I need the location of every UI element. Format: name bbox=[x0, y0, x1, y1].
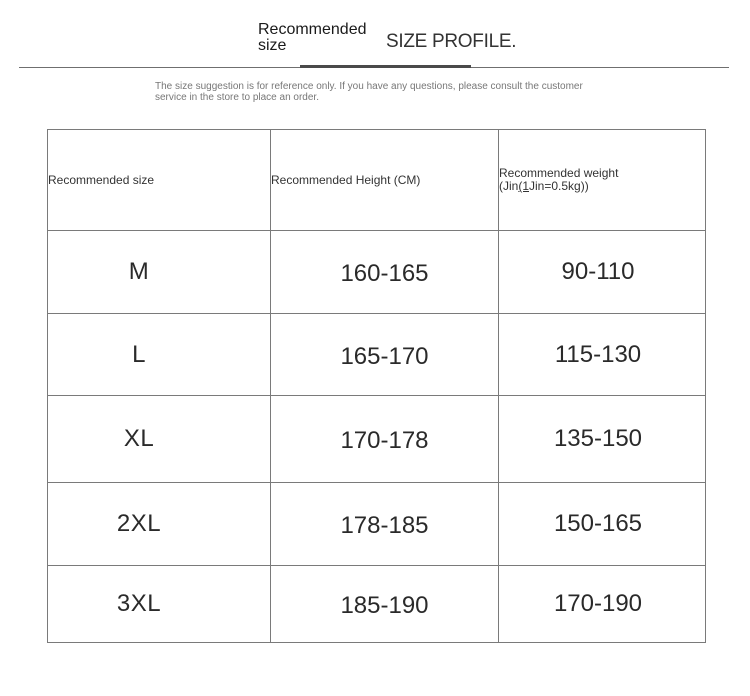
title-recommended-size: Recommended size bbox=[258, 21, 367, 54]
cell-weight bbox=[499, 231, 706, 314]
height-value: 185-190 bbox=[340, 592, 429, 619]
weight-value: 135-150 bbox=[553, 425, 643, 452]
reference-note: The size suggestion is for reference only. If you have any questions, please consult the customer service in the store to place an order. bbox=[155, 81, 583, 103]
size-value: XL bbox=[123, 425, 155, 452]
weight-value: 150-165 bbox=[553, 510, 643, 537]
weight-value: 90-110 bbox=[561, 258, 635, 285]
cell-weight bbox=[499, 566, 706, 643]
header-weight-unit-post: Jin=0.5kg)) bbox=[529, 179, 589, 193]
height-value: 165-170 bbox=[340, 342, 429, 370]
cell-weight bbox=[499, 396, 706, 483]
table-row bbox=[48, 314, 706, 396]
table-row bbox=[48, 231, 706, 314]
size-value: 2XL bbox=[116, 510, 162, 537]
size-value: M bbox=[128, 258, 150, 285]
title-size-profile: SIZE PROFILE. bbox=[386, 31, 517, 52]
table-header-row bbox=[48, 130, 706, 231]
header-weight-line1: Recommended weight bbox=[499, 166, 619, 180]
height-value: 160-165 bbox=[340, 260, 429, 287]
size-value: 3XL bbox=[116, 590, 162, 617]
table-row bbox=[48, 566, 706, 643]
cell-height bbox=[271, 314, 499, 396]
header-size: Recommended size bbox=[48, 130, 271, 231]
cell-size bbox=[48, 231, 271, 314]
cell-weight bbox=[499, 314, 706, 396]
height-value: 178-185 bbox=[340, 512, 429, 539]
cell-height bbox=[271, 566, 499, 643]
cell-size bbox=[48, 396, 271, 483]
cell-height bbox=[271, 483, 499, 566]
weight-value: 115-130 bbox=[554, 340, 642, 368]
header-weight-unit-jin: (1 bbox=[518, 179, 530, 193]
cell-size bbox=[48, 314, 271, 396]
cell-size bbox=[48, 566, 271, 643]
cell-weight bbox=[499, 483, 706, 566]
cell-size bbox=[48, 483, 271, 566]
cell-height bbox=[271, 231, 499, 314]
cell-height bbox=[271, 396, 499, 483]
table-row bbox=[48, 483, 706, 566]
header-divider-accent bbox=[300, 65, 471, 68]
size-table bbox=[47, 129, 706, 643]
header-height: Recommended Height (CM) bbox=[271, 130, 499, 231]
header-weight-unit-pre: (Jin bbox=[499, 179, 519, 193]
size-value: L bbox=[132, 340, 146, 368]
weight-value: 170-190 bbox=[553, 590, 643, 617]
height-value: 170-178 bbox=[340, 427, 429, 454]
table-row bbox=[48, 396, 706, 483]
header-weight bbox=[499, 130, 706, 231]
